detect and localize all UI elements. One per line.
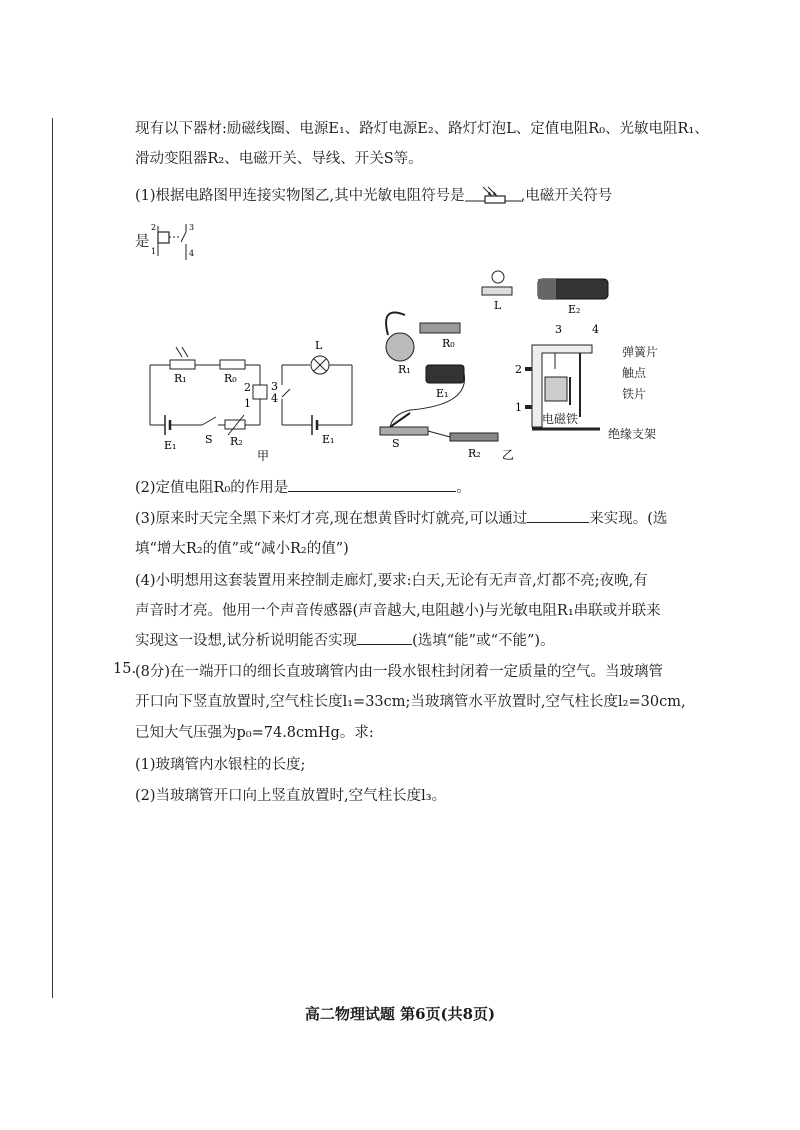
relay-label-3: 3 (555, 323, 562, 336)
electromagnetic-switch-symbol (150, 222, 198, 262)
binding-margin-line (52, 118, 53, 998)
question-4-line-1: (4)小明想用这套装置用来控制走廊灯,要求:白天,无论有无声音,灯都不亮;夜晚,有 (135, 573, 648, 589)
battery-e1 (426, 365, 464, 383)
lamp-l-label: L (315, 339, 323, 352)
figure-jia-caption: 甲 (257, 449, 270, 463)
lamp-bulb (492, 271, 504, 283)
question-3-line-2: 填“增大R₂的值”或“减小R₂的值”) (135, 541, 349, 557)
relay-label-4: 4 (592, 323, 599, 336)
label-support: 绝缘支架 (608, 427, 657, 441)
figure-yi-caption: 乙 (502, 448, 515, 462)
r2-rheostat (225, 420, 245, 429)
question-1: (1)根据电路图甲连接实物图乙,其中光敏电阻符号是 ,电磁开关符号 (135, 185, 695, 207)
e1-left-label: E₁ (164, 439, 177, 452)
question-4-line-2: 声音时才亮。他用一个声音传感器(声音越大,电阻越小)与光敏电阻R₁串联或并联来 (135, 603, 661, 619)
label-magnet: 电磁铁 (542, 412, 579, 426)
question-15-number: 15. (113, 661, 137, 677)
jia-pin-3: 3 (271, 380, 278, 393)
question-15-line-1: (8分)在一端开口的细长直玻璃管内由一段水银柱封闭着一定质量的空气。当玻璃管 (135, 664, 664, 680)
yi-r2-label: R₂ (468, 447, 481, 460)
question-2: (2)定值电阻R₀的作用是 。 (135, 477, 695, 499)
yi-e2-label: E₂ (568, 303, 581, 316)
page-footer: 高二物理试题 第6页(共8页) (304, 1005, 496, 1023)
r1-photoresistor (170, 360, 195, 369)
relay-pin-3: 3 (188, 223, 194, 232)
relay-pin-2: 2 (150, 223, 156, 232)
question-15-sub-1: (1)玻璃管内水银柱的长度; (135, 757, 306, 773)
label-iron: 铁片 (622, 387, 647, 401)
r0-resistor (220, 360, 245, 369)
relay-part-labels (622, 342, 658, 405)
yi-r0-label: R₀ (442, 337, 455, 350)
question-4-line-3: 实现这一设想,试分析说明能否实现 (选填“能”或“不能”)。 (135, 630, 695, 652)
question-15-line-2: 开口向下竖直放置时,空气柱长度l₁=33cm;当玻璃管水平放置时,空气柱长度l₂=30cm, (135, 694, 686, 710)
label-spring: 弹簧片 (622, 345, 659, 359)
jia-pin-2: 2 (244, 381, 251, 394)
yi-r1-label: R₁ (398, 363, 411, 376)
intro-line-1: 现有以下器材:励磁线圈、电源E₁、路灯电源E₂、路灯灯泡L、定值电阻R₀、光敏电阻R₁、 (135, 121, 709, 137)
answer-blank-q4[interactable] (357, 630, 412, 645)
r0-label: R₀ (224, 372, 237, 385)
e1-right-label: E₁ (322, 433, 335, 446)
relay-label-2: 2 (515, 363, 522, 376)
photoresistor-symbol (465, 185, 521, 207)
intro-line-2: 滑动变阻器R₂、电磁开关、导线、开关S等。 (135, 151, 423, 167)
yi-lamp-label: L (494, 299, 502, 312)
question-15-line-3: 已知大气压强为p₀=74.8cmHg。求: (135, 725, 374, 741)
figure-yi-apparatus (370, 265, 630, 465)
relay-pin-1: 1 (150, 247, 156, 256)
answer-blank-q3[interactable] (527, 508, 589, 523)
switch-s-label: S (205, 433, 213, 446)
figure-jia-circuit (140, 335, 365, 465)
question-15-sub-2: (2)当玻璃管开口向上竖直放置时,空气柱长度l₃。 (135, 788, 447, 804)
answer-blank-q2[interactable] (288, 477, 456, 492)
relay-coil (253, 385, 267, 399)
r1-label: R₁ (174, 372, 187, 385)
yi-e1-label: E₁ (436, 387, 449, 400)
question-3: (3)原来时天完全黑下来灯才亮,现在想黄昏时灯就亮,可以通过 来实现。(选 (135, 508, 695, 530)
label-contact: 触点 (622, 366, 647, 380)
yi-s-label: S (392, 437, 400, 450)
question-1-line-2: 是 2 1 3 4 (135, 222, 695, 262)
relay-label-1: 1 (515, 401, 522, 414)
relay-pin-4: 4 (188, 249, 194, 258)
jia-pin-4: 4 (271, 392, 278, 405)
r2-label: R₂ (230, 435, 243, 448)
jia-pin-1: 1 (244, 397, 251, 410)
